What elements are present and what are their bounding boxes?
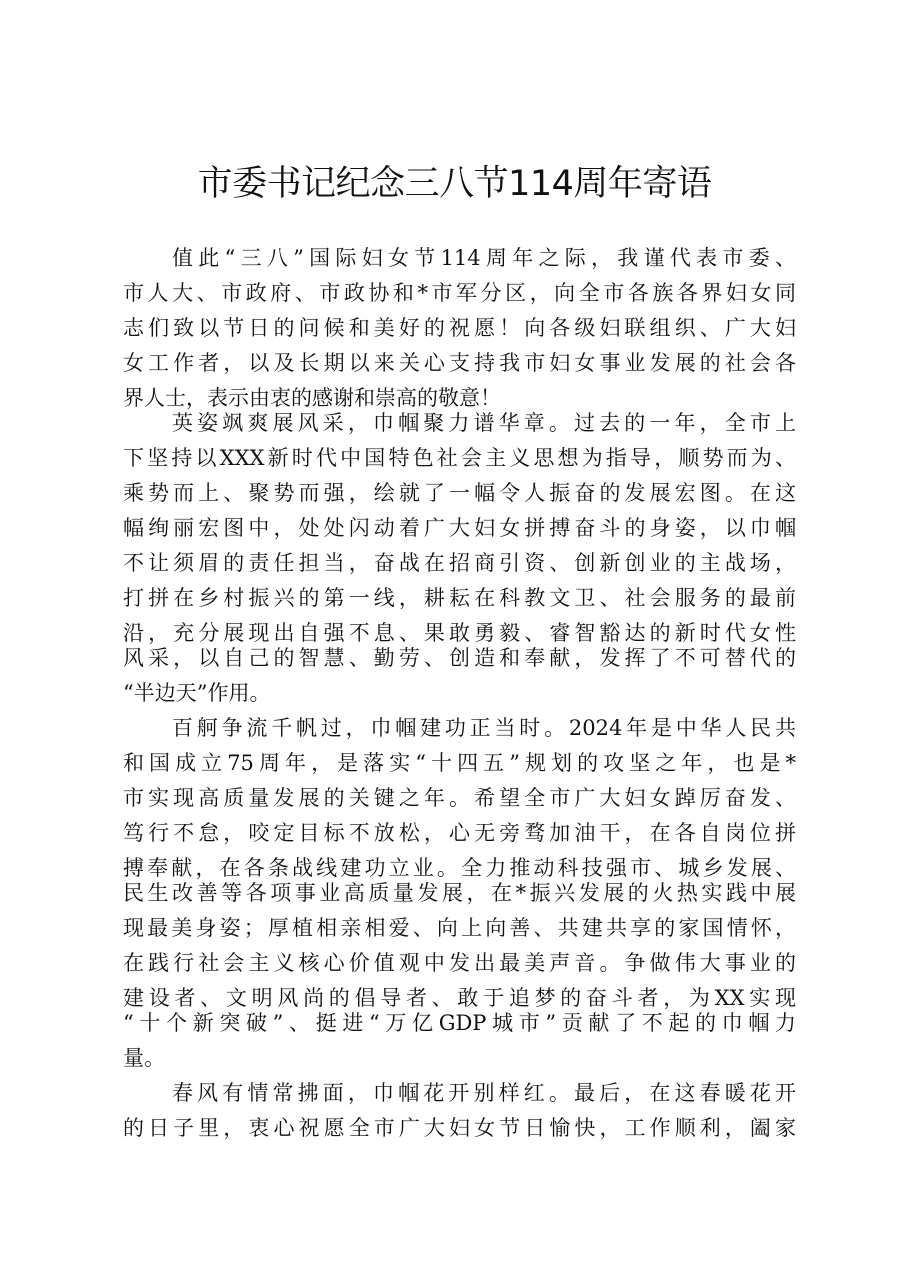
- paragraph-3-line-7: 现最美身姿；厚植相亲相爱、向上向善、共建共享的家国情怀，: [123, 916, 796, 940]
- paragraph-3-line-3: 市实现高质量发展的关键之年。希望全市广大妇女踔厉奋发、: [123, 786, 796, 810]
- paragraph-2-line-5: 不让须眉的责任担当，奋战在招商引资、创新创业的主战场，: [123, 551, 796, 575]
- paragraph-2-line-6: 打拼在乡村振兴的第一线，耕耘在科教文卫、社会服务的最前: [123, 586, 796, 610]
- paragraph-2-line-8: 风采，以自己的智慧、勤劳、创造和奉献，发挥了不可替代的: [123, 646, 796, 670]
- paragraph-2-line-9: “半边天”作用。: [123, 681, 271, 705]
- paragraph-3-line-2: 和国成立75周年，是落实“十四五”规划的攻坚之年，也是*: [123, 751, 796, 775]
- paragraph-1-line-5: 界人士，表示由衷的感谢和崇高的敬意！: [123, 386, 501, 410]
- paragraph-2-line-2: 下坚持以XXX新时代中国特色社会主义思想为指导，顺势而为、: [123, 446, 796, 470]
- paragraph-3-line-5: 搏奉献，在各条战线建功立业。全力推动科技强市、城乡发展、: [123, 856, 796, 880]
- paragraph-3-line-6: 民生改善等各项事业高质量发展，在*振兴发展的火热实践中展: [123, 881, 796, 905]
- paragraph-1-line-3: 志们致以节日的问候和美好的祝愿！向各级妇联组织、广大妇: [123, 316, 796, 340]
- paragraph-2-line-1: 英姿飒爽展风采，巾帼聚力谱华章。过去的一年，全市上: [172, 411, 796, 435]
- paragraph-1-line-2: 市人大、市政府、市政协和*市军分区，向全市各族各界妇女同: [123, 281, 796, 305]
- paragraph-2-line-4: 幅绚丽宏图中，处处闪动着广大妇女拼搏奋斗的身姿，以巾帼: [123, 516, 796, 540]
- paragraph-2-line-3: 乘势而上、聚势而强，绘就了一幅令人振奋的发展宏图。在这: [123, 481, 796, 505]
- document-title: 市委书记纪念三八节114周年寄语: [197, 164, 712, 204]
- paragraph-3-line-1: 百舸争流千帆过，巾帼建功正当时。2024年是中华人民共: [172, 716, 796, 740]
- paragraph-3-line-10: “十个新突破”、挺进“万亿GDP城市”贡献了不起的巾帼力: [123, 1011, 796, 1035]
- paragraph-1-line-4: 女工作者，以及长期以来关心支持我市妇女事业发展的社会各: [123, 351, 796, 375]
- paragraph-3-line-8: 在践行社会主义核心价值观中发出最美声音。争做伟大事业的: [123, 951, 796, 975]
- paragraph-3-line-9: 建设者、文明风尚的倡导者、敢于追梦的奋斗者，为XX实现: [123, 986, 796, 1010]
- paragraph-2-line-7: 沿，充分展现出自强不息、果敢勇毅、睿智豁达的新时代女性: [123, 621, 796, 645]
- paragraph-1-line-1: 值此“三八”国际妇女节114周年之际，我谨代表市委、: [172, 246, 796, 270]
- paragraph-4-line-2: 的日子里，衷心祝愿全市广大妇女节日愉快，工作顺利，阖家: [123, 1116, 796, 1140]
- paragraph-3-line-11: 量。: [123, 1046, 165, 1070]
- paragraph-3-line-4: 笃行不怠，咬定目标不放松，心无旁骛加油干，在各自岗位拼: [123, 821, 796, 845]
- paragraph-4-line-1: 春风有情常拂面，巾帼花开别样红。最后，在这春暖花开: [172, 1081, 796, 1105]
